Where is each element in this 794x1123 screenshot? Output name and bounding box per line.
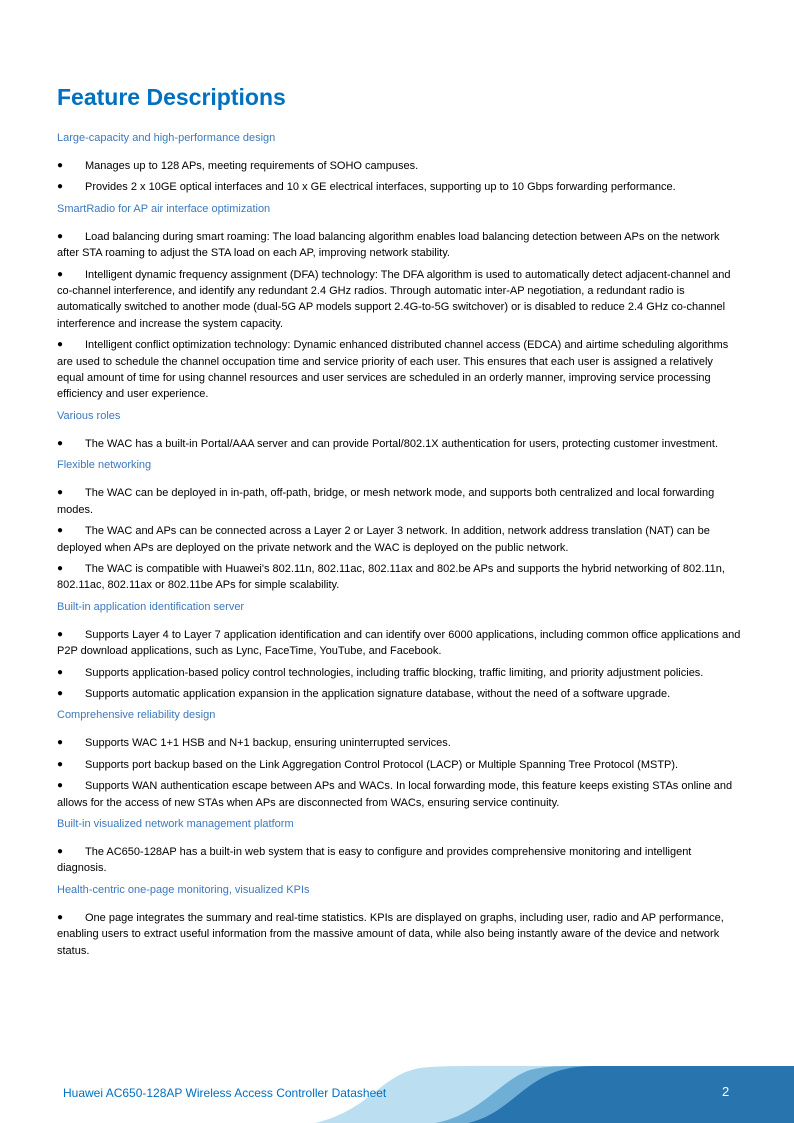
bullet-text: Provides 2 x 10GE optical interfaces and 10 x GE electrical interfaces, supporting up to 10 Gbps forwarding performance. xyxy=(85,181,676,194)
page-number: 2 xyxy=(722,1084,730,1099)
feature-section xyxy=(57,201,742,403)
bullet-item xyxy=(57,158,742,174)
bullet-text: Load balancing during smart roaming: The load balancing algorithm enables load balancing detection between APs on the network after STA roaming to adjust the STA load on each AP, improving network stability. xyxy=(57,230,720,260)
bullet-item xyxy=(57,485,742,518)
bullet-dot-icon: ● xyxy=(57,181,64,193)
bullet-dot-icon: ● xyxy=(57,628,64,640)
bullet-dot-icon: ● xyxy=(57,737,64,749)
bullet-dot-icon: ● xyxy=(57,487,64,499)
bullet-item xyxy=(57,267,742,333)
bullet-item xyxy=(57,757,742,773)
bullet-item xyxy=(57,561,742,594)
bullet-item xyxy=(57,778,742,811)
bullet-text: The WAC is compatible with Huawei's 802.11n, 802.11ac, 802.11ax and 802.be APs and supports the hybrid networking of 802.11n, 802.11ac, 802.11ax or 802.11be APs for simple scalability. xyxy=(57,562,725,592)
page-title: Feature Descriptions xyxy=(57,84,286,110)
bullet-dot-icon: ● xyxy=(57,845,64,857)
section-heading: Comprehensive reliability design xyxy=(57,709,216,722)
bullet-dot-icon: ● xyxy=(57,666,64,678)
bullet-text: Supports WAC 1+1 HSB and N+1 backup, ensuring uninterrupted services. xyxy=(85,737,451,750)
bullet-dot-icon: ● xyxy=(57,160,64,171)
bullet-item xyxy=(57,627,742,660)
bullet-text: The WAC and APs can be connected across a Layer 2 or Layer 3 network. In addition, network address translation (NAT) can be deployed when APs are deployed on the private network and the WAC is deployed on the public network. xyxy=(57,525,710,554)
bullet-text: One page integrates the summary and real-time statistics. KPIs are displayed on graphs, including user, radio and AP performance, enabling users to extract useful information from the massive amount of data, while also being instantly aware of the device and network status. xyxy=(57,911,724,957)
bullet-dot-icon: ● xyxy=(57,437,64,449)
bullet-dot-icon: ● xyxy=(57,230,64,242)
footer xyxy=(0,1040,794,1123)
bullet-item xyxy=(57,179,742,195)
bullet-item xyxy=(57,844,742,877)
bullet-text: Supports port backup based on the Link Aggregation Control Protocol (LACP) or Multiple Spanning Tree Protocol (MSTP). xyxy=(85,758,679,771)
bullet-dot-icon: ● xyxy=(57,562,64,574)
bullet-item xyxy=(57,735,742,751)
bullet-text: Intelligent conflict optimization technology: Dynamic enhanced distributed channel access (EDCA) and airtime scheduling algorithms are used to schedule the channel occupation time and service priority of each user. This ensures that each user is assigned a relatively equal amount of time for using channel resources and user services are scheduled in an orderly manner, improving service processing efficiency and user experience. xyxy=(57,339,729,401)
section-heading: Large-capacity and high-performance design xyxy=(57,132,276,144)
bullet-dot-icon: ● xyxy=(57,911,64,923)
footer-wave-decoration xyxy=(0,1040,794,1123)
section-heading: Built-in application identification server xyxy=(57,600,245,613)
bullet-item xyxy=(57,523,742,556)
feature-section xyxy=(57,457,742,593)
bullet-text: Manages up to 128 APs, meeting requirements of SOHO campuses. xyxy=(85,160,419,172)
bullet-dot-icon: ● xyxy=(57,339,64,351)
bullet-text: The WAC has a built-in Portal/AAA server and can provide Portal/802.1X authentication for users, protecting customer investment. xyxy=(85,437,719,450)
feature-section xyxy=(57,599,742,703)
bullet-item xyxy=(57,910,742,959)
bullet-text: Intelligent dynamic frequency assignment (DFA) technology: The DFA algorithm is used to automatically detect adjacent-channel and co-channel interference, and identify any redundant 2.4 GHz radios. Through automatic inter-AP negotiation, a redundant radio is automatically switched to another mode (dual-5G AP models support 2.4G-to-5G switchover) or is disabled to reduce 2.4 GHz co-channel interference and increase the system capacity. xyxy=(57,268,731,330)
bullet-item xyxy=(57,436,742,452)
bullet-text: Supports application-based policy control technologies, including traffic blocking, traffic limiting, and priority adjustment policies. xyxy=(85,666,704,679)
bullet-item xyxy=(57,229,742,262)
feature-section xyxy=(57,882,742,959)
bullet-text: Supports automatic application expansion in the application signature database, without the need of a software upgrade. xyxy=(85,687,671,700)
bullet-item xyxy=(57,686,742,702)
footer-document-title: Huawei AC650-128AP Wireless Access Controller Datasheet xyxy=(63,1086,387,1100)
feature-section xyxy=(57,130,742,196)
feature-section xyxy=(57,707,742,811)
bullet-item xyxy=(57,337,742,403)
section-heading: Built-in visualized network management platform xyxy=(57,817,294,830)
section-heading: Health-centric one-page monitoring, visualized KPIs xyxy=(57,883,310,896)
bullet-dot-icon: ● xyxy=(57,525,64,537)
bullet-item xyxy=(57,665,742,681)
bullet-dot-icon: ● xyxy=(57,758,64,770)
bullet-dot-icon: ● xyxy=(57,268,64,280)
bullet-text: Supports Layer 4 to Layer 7 application identification and can identify over 6000 applications, including common office applications and P2P download applications, such as Lync, FaceTime, YouTube, and Facebook. xyxy=(57,628,741,658)
feature-section xyxy=(57,408,742,452)
bullet-dot-icon: ● xyxy=(57,780,64,792)
section-heading: Flexible networking xyxy=(57,459,152,472)
bullet-text: Supports WAN authentication escape between APs and WACs. In local forwarding mode, this feature keeps existing STAs online and allows for the access of new STAs when APs are disconnected from WACs, ensuring service continuity. xyxy=(57,780,733,809)
bullet-text: The AC650-128AP has a built-in web system that is easy to configure and provides comprehensive monitoring and intelligent diagnosis. xyxy=(57,845,692,875)
feature-list xyxy=(57,130,742,964)
section-heading: SmartRadio for AP air interface optimization xyxy=(57,202,271,215)
feature-section xyxy=(57,816,742,877)
bullet-text: The WAC can be deployed in in-path, off-path, bridge, or mesh network mode, and supports both centralized and local forwarding modes. xyxy=(57,487,715,516)
bullet-dot-icon: ● xyxy=(57,687,64,699)
section-heading: Various roles xyxy=(57,409,121,422)
